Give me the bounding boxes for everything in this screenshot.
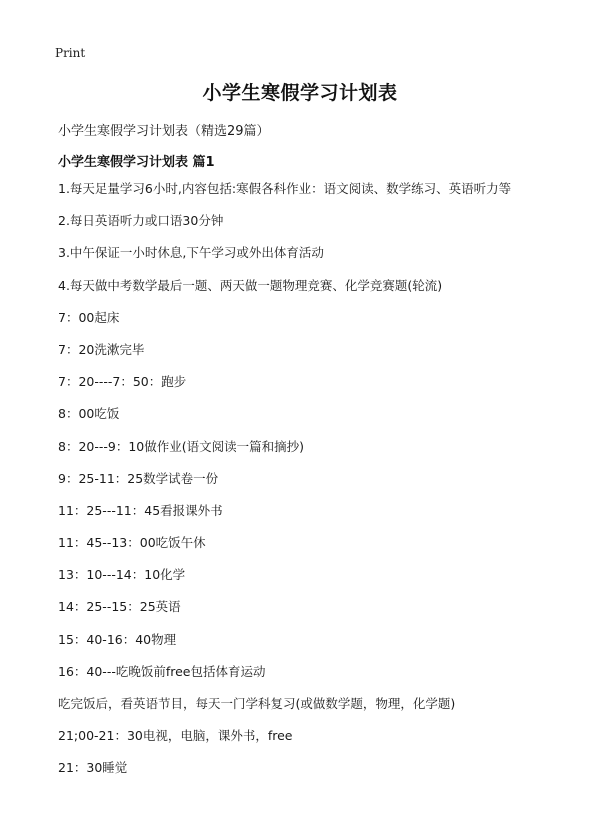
list-item: 11：45--13：00吃饭午休 [58, 535, 206, 551]
list-item: 吃完饭后，看英语节目，每天一门学科复习(或做数学题，物理，化学题) [58, 696, 456, 711]
list-item: 21;00-21：30电视，电脑，课外书，free [58, 728, 293, 744]
list-item: 21：30睡觉 [58, 760, 128, 776]
list-item: 7：20洗漱完毕 [58, 341, 145, 357]
list-item: 9：25-11：25数学试卷一份 [58, 470, 219, 486]
list-item: 16：40---吃晚饭前free包括体育运动 [58, 663, 266, 679]
list-item: 8：20---9：10做作业(语文阅读一篇和摘抄) [58, 438, 305, 454]
list-item: 14：25--15：25英语 [58, 599, 181, 615]
list-item: 7：20----7：50：跑步 [58, 374, 187, 390]
schedule-list [58, 181, 588, 793]
list-item: 11：25---11：45看报课外书 [58, 502, 223, 518]
list-item: 1.每天足量学习6小时,内容包括:寒假各科作业：语文阅读、数学练习、英语听力等 [58, 181, 512, 196]
list-item: 13：10---14：10化学 [58, 567, 186, 583]
list-item: 4.每天做中考数学最后一题、两天做一题物理竞赛、化学竞赛题(轮流) [58, 277, 443, 293]
section-heading: 小学生寒假学习计划表 篇1 [58, 155, 215, 170]
list-item: 2.每日英语听力或口语30分钟 [58, 213, 224, 229]
document-subtitle: 小学生寒假学习计划表（精选29篇） [58, 124, 270, 139]
list-item: 3.中午保证一小时休息,下午学习或外出体育活动 [58, 245, 324, 261]
page-title: 小学生寒假学习计划表 [202, 82, 398, 104]
list-item: 8：00吃饭 [58, 406, 120, 422]
print-label: Print [55, 46, 86, 60]
list-item: 7：00起床 [58, 309, 120, 325]
list-item: 15：40-16：40物理 [58, 631, 177, 647]
